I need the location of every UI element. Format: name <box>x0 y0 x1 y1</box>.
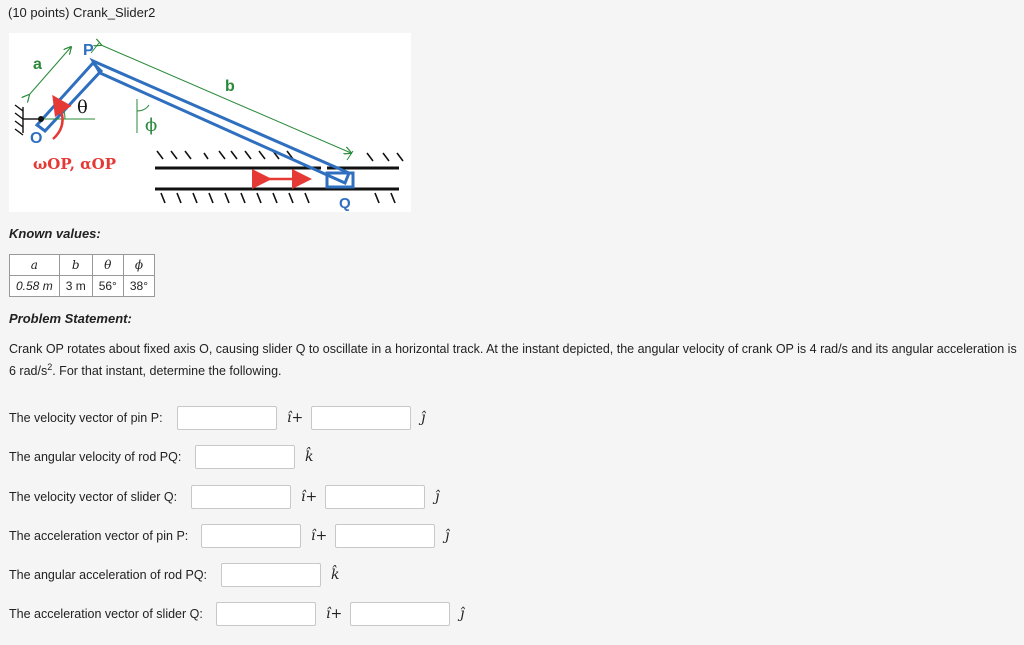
label-q: Q <box>339 195 351 212</box>
track-bottom-hatch <box>161 193 395 203</box>
crank-op <box>37 63 101 131</box>
question-label: The angular velocity of rod PQ: <box>9 450 182 464</box>
aq-j-input[interactable] <box>350 602 450 626</box>
j-hat-unit: ĵ <box>421 410 426 426</box>
vp-j-input[interactable] <box>311 406 411 430</box>
i-hat-unit: î+ <box>301 489 318 505</box>
ap-i-input[interactable] <box>201 524 301 548</box>
question-title: (10 points) Crank_Slider2 <box>8 5 156 20</box>
value-a: 0.58 m <box>10 276 60 297</box>
j-hat-unit: ĵ <box>435 489 440 505</box>
question-acceleration-p <box>9 523 469 549</box>
value-b: 3 m <box>59 276 92 297</box>
label-phi: ϕ <box>145 115 158 136</box>
header-b: b <box>59 255 92 276</box>
question-label: The acceleration vector of pin P: <box>9 529 189 543</box>
value-theta: 56° <box>92 276 123 297</box>
k-hat-unit: k̂ <box>331 567 340 583</box>
i-hat-unit: î+ <box>311 528 328 544</box>
header-theta: θ <box>92 255 123 276</box>
i-hat-unit: î+ <box>287 410 304 426</box>
crank-slider-figure <box>9 33 411 212</box>
question-label: The velocity vector of slider Q: <box>9 490 178 504</box>
label-b: b <box>225 78 235 95</box>
aq-i-input[interactable] <box>216 602 316 626</box>
label-omega-alpha: ωOP, αOP <box>33 155 117 173</box>
wpq-k-input[interactable] <box>195 445 295 469</box>
vq-i-input[interactable] <box>191 485 291 509</box>
label-o: O <box>30 130 43 147</box>
question-label: The angular acceleration of rod PQ: <box>9 568 208 582</box>
vq-j-input[interactable] <box>325 485 425 509</box>
rod-pq <box>93 61 349 183</box>
table-header-row <box>10 255 155 276</box>
i-hat-unit: î+ <box>326 606 343 622</box>
problem-statement-label: Problem Statement: <box>9 311 132 326</box>
table-row <box>10 276 155 297</box>
label-p: P <box>83 42 94 59</box>
problem-statement-text: Crank OP rotates about fixed axis O, causing slider Q to oscillate in a horizontal track. At the instant depicted, the angular velocity of crank OP is 4 rad/s and its angular acceleration is 6 rad/$s^2$. For that instant, determine the following. <box>9 342 1017 379</box>
dim-b-arrow <box>101 45 351 153</box>
ap-j-input[interactable] <box>335 524 435 548</box>
j-hat-unit: ĵ <box>445 528 450 544</box>
question-acceleration-q <box>9 601 484 627</box>
header-a: a <box>10 255 60 276</box>
known-values-table <box>9 254 155 297</box>
known-values-label: Known values: <box>9 226 101 241</box>
question-label: The velocity vector of pin P: <box>9 411 163 425</box>
k-hat-unit: k̂ <box>305 449 314 465</box>
question-label: The acceleration vector of slider Q: <box>9 607 203 621</box>
j-hat-unit: ĵ <box>460 606 465 622</box>
apq-k-input[interactable] <box>221 563 321 587</box>
label-a: a <box>33 56 42 73</box>
vp-i-input[interactable] <box>177 406 277 430</box>
value-phi: 38° <box>123 276 154 297</box>
question-angular-acceleration-pq <box>9 562 361 588</box>
question-angular-velocity-pq <box>9 444 335 470</box>
question-velocity-q <box>9 484 459 510</box>
question-velocity-p <box>9 405 445 431</box>
header-phi: ϕ <box>123 255 154 276</box>
label-theta: θ <box>77 97 88 118</box>
